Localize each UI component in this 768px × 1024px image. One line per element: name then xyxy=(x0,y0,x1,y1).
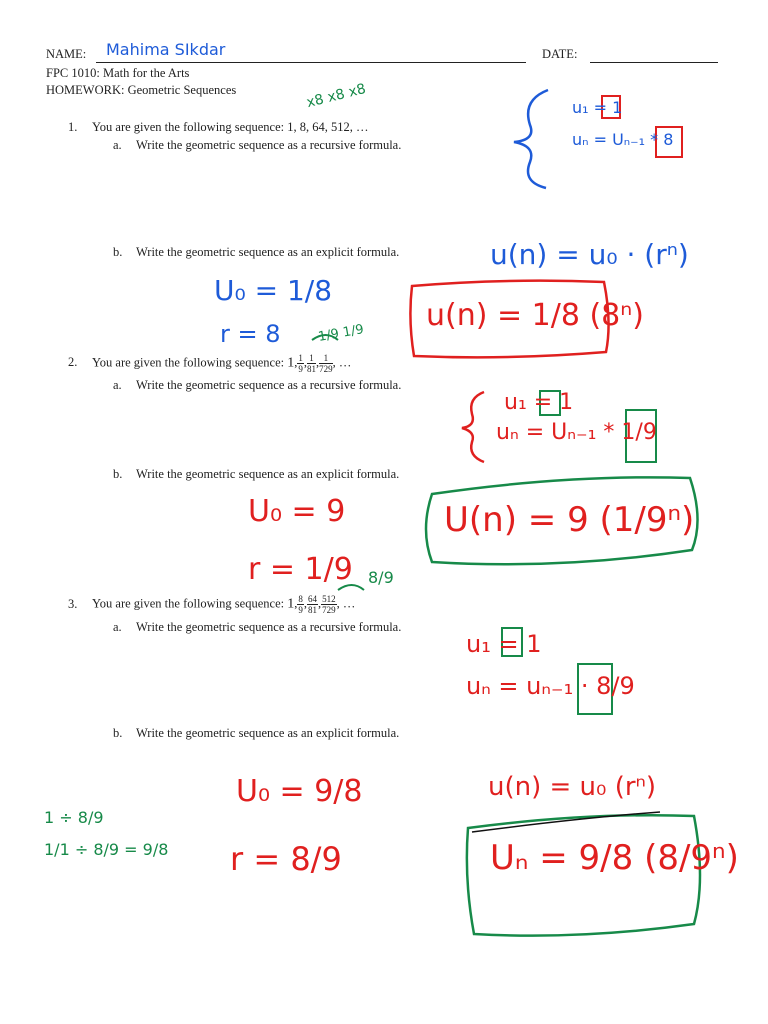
q2-brace xyxy=(462,392,484,462)
q1-prompt: You are given the following sequence: 1, 8, 64, 512, … xyxy=(92,120,369,134)
q3-r: r = 8/9 xyxy=(230,840,342,878)
q3-recursive-u1: u₁ = 1 xyxy=(466,630,542,658)
q3a-text: Write the geometric sequence as a recursive formula. xyxy=(136,620,402,634)
q3-side-calc-1: 1 ÷ 8/9 xyxy=(44,808,104,827)
q3a-label: a. xyxy=(113,620,122,634)
q2a-text: Write the geometric sequence as a recursive formula. xyxy=(136,378,402,392)
q2a-label: a. xyxy=(113,378,122,392)
q2-recursive-u1: u₁ = 1 xyxy=(504,390,574,415)
q1b-label: b. xyxy=(113,245,123,259)
q1a-text: Write the geometric sequence as a recursive formula. xyxy=(136,138,402,152)
q3-fraction-3: $\frac{512}{729}$ xyxy=(322,594,336,615)
q3-prompt: You are given the following sequence: 1, $\frac{8}{9}$ , $\frac{64}{81}$ , $\frac{512}{729}$ , … xyxy=(92,594,356,615)
q1-explicit-answer: u(n) = 1/8 (8ⁿ) xyxy=(426,298,644,333)
q2-r: r = 1/9 xyxy=(248,552,353,587)
q1b-text: Write the geometric sequence as an explicit formula. xyxy=(136,245,400,259)
q1a-label: a. xyxy=(113,138,122,152)
q2-explicit-answer: U(n) = 9 (1/9ⁿ) xyxy=(444,500,695,540)
q1-u0: U₀ = 1/8 xyxy=(214,274,333,307)
q1-recursive-un: uₙ = Uₙ₋₁ * 8 xyxy=(572,130,674,149)
q3-u0: U₀ = 9/8 xyxy=(236,774,363,809)
q1-r: r = 8 xyxy=(220,320,281,348)
name-label: NAME: xyxy=(46,47,87,61)
q1-brace xyxy=(514,90,548,188)
q2b-text: Write the geometric sequence as an explicit formula. xyxy=(136,467,400,481)
q3-number: 3. xyxy=(68,597,78,611)
q2-annotation: 1/9 1/9 xyxy=(317,322,365,345)
course-title: FPC 1010: Math for the Arts xyxy=(46,66,190,80)
q3-general-formula: u(n) = u₀ (rⁿ) xyxy=(488,772,657,802)
q3-annotation: 8/9 xyxy=(368,568,394,587)
date-label: DATE: xyxy=(542,47,578,61)
q3-fraction-1: $\frac{8}{9}$ xyxy=(298,594,303,615)
q2-fraction-3: $\frac{1}{729}$ xyxy=(319,353,333,374)
q1-number: 1. xyxy=(68,120,78,134)
q3-recursive-un: uₙ = uₙ₋₁ · 8/9 xyxy=(466,672,635,700)
q1-annotation: x8 x8 x8 xyxy=(304,80,368,112)
homework-title: HOMEWORK: Geometric Sequences xyxy=(46,83,237,97)
q1-recursive-u1: u₁ = 1 xyxy=(572,98,623,117)
q3-fraction-2: $\frac{64}{81}$ xyxy=(307,594,317,615)
q3-explicit-answer: Uₙ = 9/8 (8/9ⁿ) xyxy=(490,838,739,878)
q3-side-calc-2: 1/1 ÷ 8/9 = 9/8 xyxy=(44,840,169,859)
q1-sequence: 1, 8, 64, 512, … xyxy=(287,120,369,134)
q3b-label: b. xyxy=(113,726,123,740)
q2-prompt: You are given the following sequence: 1, $\frac{1}{9}$ , $\frac{1}{81}$ , $\frac{1}{729}$ , … xyxy=(92,353,352,374)
q3-underline xyxy=(472,812,660,832)
q3b-text: Write the geometric sequence as an explicit formula. xyxy=(136,726,400,740)
q2-number: 2. xyxy=(68,355,78,369)
q2-fraction-2: $\frac{1}{81}$ xyxy=(306,353,316,374)
q2b-label: b. xyxy=(113,467,123,481)
q1-general-formula: u(n) = u₀ · (rⁿ) xyxy=(490,238,689,271)
q2-u0: U₀ = 9 xyxy=(248,494,346,529)
q2-fraction-1: $\frac{1}{9}$ xyxy=(298,353,303,374)
student-name: Mahima SIkdar xyxy=(106,40,226,59)
q2-recursive-un: uₙ = Uₙ₋₁ * 1/9 xyxy=(496,420,657,445)
